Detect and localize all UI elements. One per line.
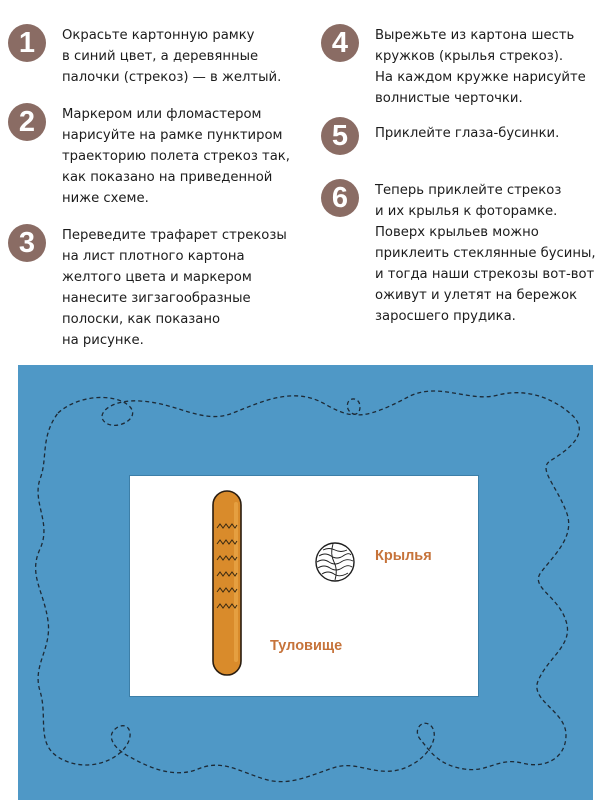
step-4-text — [375, 25, 586, 109]
step-3-line: Переведите трафарет стрекозы — [62, 228, 287, 243]
step-6-line: Поверх крыльев можно — [375, 225, 539, 240]
step-4-line: Вырежьте из картона шесть — [375, 28, 575, 43]
step-4-line: волнистые черточки. — [375, 91, 523, 106]
step-3-line: нанесите зигзагообразные — [62, 291, 251, 306]
step-2-number-badge: 2 — [8, 103, 46, 141]
step-3-line: полоски, как показано — [62, 312, 221, 327]
step-6-number-badge: 6 — [321, 179, 359, 217]
step-2-line: нарисуйте на рамке пунктиром — [62, 128, 283, 143]
step-4-number-badge: 4 — [321, 24, 359, 62]
step-2-text — [62, 104, 290, 209]
step-1-line: палочки (стрекоз) — в желтый. — [62, 70, 282, 85]
photo-window — [130, 476, 478, 696]
wing-circle-outline — [316, 543, 354, 581]
step-6-line: и тогда наши стрекозы вот-вот — [375, 267, 595, 282]
step-3-text — [62, 225, 287, 351]
step-5-number-badge: 5 — [321, 117, 359, 155]
step-5 — [321, 117, 559, 155]
step-6 — [321, 179, 596, 327]
wings-label: Крылья — [375, 548, 432, 564]
step-5-line: Приклейте глаза-бусинки. — [375, 126, 560, 141]
step-3-number-badge: 3 — [8, 224, 46, 262]
step-1-text — [62, 25, 281, 88]
step-1-line: в синий цвет, а деревянные — [62, 49, 259, 64]
step-6-line: приклеить стеклянные бусины, — [375, 246, 596, 261]
step-2-line: как показано на приведенной — [62, 170, 273, 185]
step-5-text — [375, 123, 559, 144]
step-6-line: Теперь приклейте стрекоз — [375, 183, 562, 198]
step-6-line: оживут и улетят на бережок — [375, 288, 578, 303]
step-6-text — [375, 180, 596, 327]
step-2-line: ниже схеме. — [62, 191, 149, 206]
step-3-line: на рисунке. — [62, 333, 144, 348]
step-6-line: заросшего прудика. — [375, 309, 516, 324]
step-6-line: и их крылья к фоторамке. — [375, 204, 558, 219]
step-1-number-badge: 1 — [8, 24, 46, 62]
wing-circle — [313, 540, 357, 584]
step-3-line: желтого цвета и маркером — [62, 270, 252, 285]
step-2 — [8, 103, 290, 209]
step-3-line: на лист плотного картона — [62, 249, 245, 264]
step-4-line: кружков (крылья стрекоз). — [375, 49, 564, 64]
step-2-line: траекторию полета стрекоз так, — [62, 149, 290, 164]
step-2-line: Маркером или фломастером — [62, 107, 262, 122]
blue-photo-frame — [18, 365, 593, 800]
step-1 — [8, 24, 281, 88]
step-4 — [321, 24, 586, 109]
body-label: Туловище — [270, 638, 343, 654]
step-4-line: На каждом кружке нарисуйте — [375, 70, 586, 85]
step-1-line: Окрасьте картонную рамку — [62, 28, 255, 43]
step-3 — [8, 224, 287, 351]
dragonfly-body-shape — [210, 488, 244, 678]
